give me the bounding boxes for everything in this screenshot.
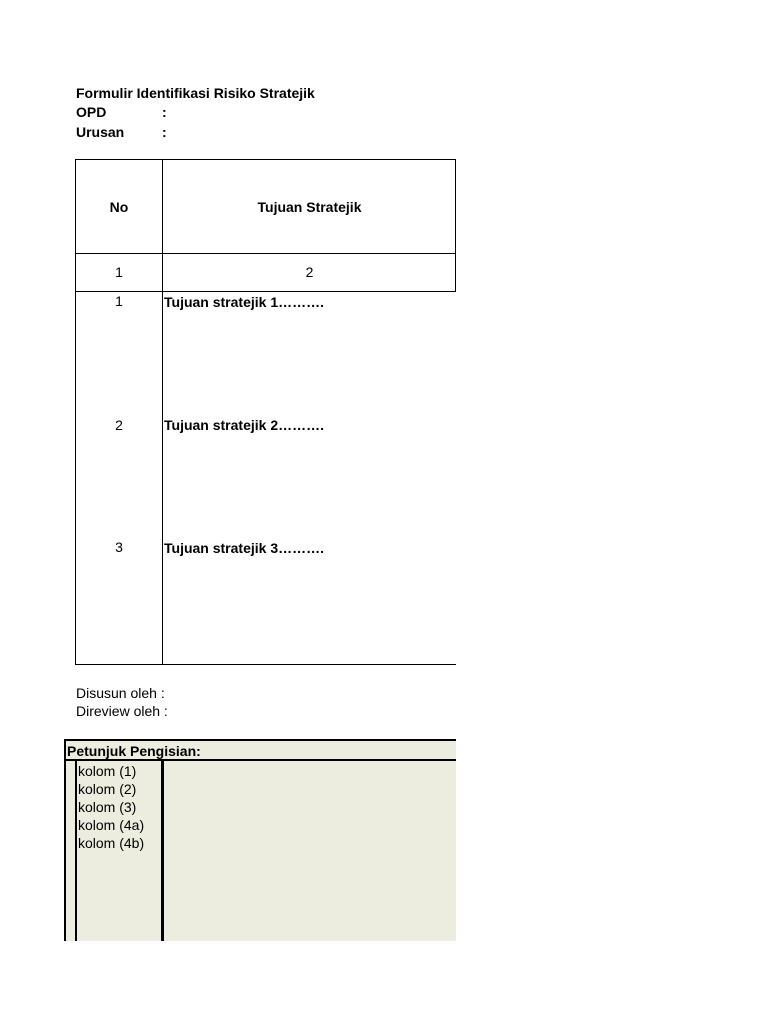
opd-colon: : — [162, 104, 167, 120]
disusun-oleh: Disusun oleh : — [76, 685, 165, 701]
instruction-item: kolom (3) — [78, 799, 137, 815]
row-1-tujuan: Tujuan stratejik 1………. — [164, 294, 324, 310]
instruction-item: kolom (4b) — [78, 835, 145, 851]
row-1-no: 1 — [115, 293, 123, 309]
row-3-tujuan: Tujuan stratejik 3………. — [164, 540, 324, 556]
column-number-1: 1 — [115, 264, 123, 280]
instruction-item: kolom (4a) — [78, 817, 145, 833]
header-tujuan: Tujuan Stratejik — [257, 199, 362, 215]
opd-label: OPD — [76, 104, 107, 120]
instructions-title: Petunjuk Pengisian: — [67, 743, 201, 759]
header-no: No — [109, 199, 129, 215]
risk-table — [75, 159, 456, 665]
instruction-item: kolom (1) — [78, 763, 137, 779]
header-row-divider — [76, 253, 456, 254]
table-column-divider — [162, 160, 163, 664]
urusan-colon: : — [162, 124, 167, 140]
instructions-list — [78, 762, 144, 852]
instruction-item: kolom (2) — [78, 781, 137, 797]
instructions-column-divider — [161, 761, 164, 941]
instructions-title-divider — [66, 759, 456, 761]
row-2-no: 2 — [115, 417, 123, 433]
instructions-left-divider — [75, 761, 77, 941]
direview-oleh: Direview oleh : — [76, 703, 168, 719]
row-2-tujuan: Tujuan stratejik 2………. — [164, 417, 324, 433]
column-number-2: 2 — [305, 264, 314, 280]
filling-instructions — [64, 739, 456, 941]
urusan-label: Urusan — [76, 124, 125, 140]
form-title: Formulir Identifikasi Risiko Stratejik — [76, 85, 315, 101]
row-3-no: 3 — [115, 539, 123, 555]
